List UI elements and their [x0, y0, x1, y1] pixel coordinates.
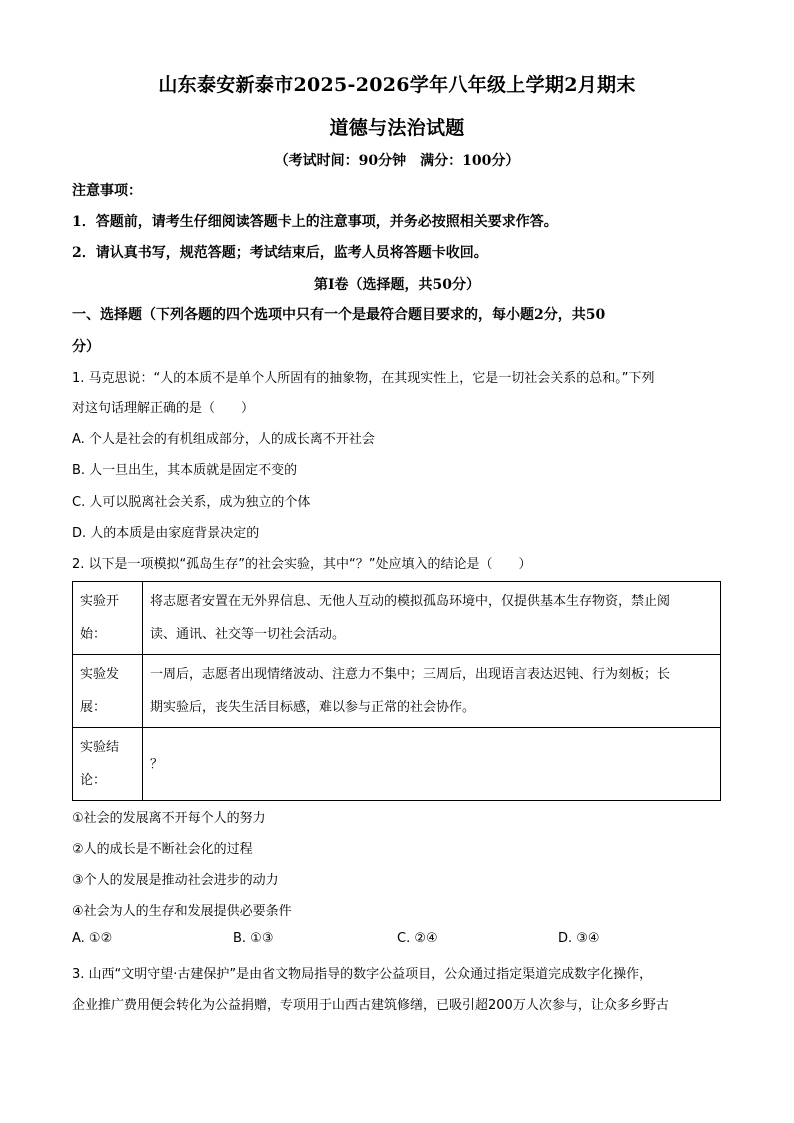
table-key-text: 始：: [80, 627, 107, 642]
q3-line2: 企业推广费用便会转化为公益捐赠，专项用于山西古建筑修缮，已吸引超200万人次参与，让众多乡野古: [72, 998, 669, 1013]
exam-title: 山东泰安新泰市2025-2026学年八年级上学期2月期末: [158, 74, 636, 96]
table-value-text: 读、通讯、社交等一切社会活动。: [150, 627, 346, 642]
q2-choice-b: B. ①③: [233, 931, 274, 946]
q2-statement-3: ③个人的发展是推动社会进步的动力: [72, 873, 279, 888]
exam-info: （考试时间：90分钟 满分：100分）: [274, 153, 520, 169]
table-key-text: 展：: [80, 700, 107, 715]
volume-heading: 第Ⅰ卷（选择题，共50分）: [313, 277, 481, 293]
q3-line1: 3. 山西“文明守望·古建保护”是由省文物局指导的数字公益项目，公众通过指定渠道完成数字化操作，: [72, 967, 653, 982]
q2-statement-4: ④社会为人的生存和发展提供必要条件: [72, 904, 292, 919]
notice-item-2: 2．请认真书写，规范答题；考试结束后，监考人员将答题卡收回。: [72, 245, 488, 261]
table-key-cell: [73, 728, 143, 801]
table-row: [73, 728, 721, 801]
table-value-cell: [143, 655, 721, 728]
q2-statement-1: ①社会的发展离不开每个人的努力: [72, 811, 266, 826]
q1-stem-line2: 对这句话理解正确的是（ ）: [72, 401, 255, 416]
q2-choice-a: A. ①②: [72, 931, 113, 946]
table-value-text: 期实验后，丧失生活目标感，难以参与正常的社会协作。: [150, 700, 476, 715]
q2-choices: [72, 931, 732, 951]
table-row: [73, 582, 721, 655]
part-heading-line1: 一、选择题（下列各题的四个选项中只有一个是最符合题目要求的，每小题2分，共50: [72, 307, 606, 323]
q2-statement-2: ②人的成长是不断社会化的过程: [72, 842, 253, 857]
q2-choice-d: D. ③④: [558, 931, 600, 946]
q1-option-d: D. 人的本质是由家庭背景决定的: [72, 526, 260, 541]
table-row: [73, 655, 721, 728]
notice-heading: 注意事项：: [72, 183, 142, 199]
table-key-cell: [73, 582, 143, 655]
table-key-cell: [73, 655, 143, 728]
exam-subject: 道德与法治试题: [329, 117, 465, 139]
q2-choice-c: C. ②④: [397, 931, 438, 946]
part-heading-line2: 分）: [72, 339, 100, 355]
q1-option-a: A. 个人是社会的有机组成部分，人的成长离不开社会: [72, 432, 375, 447]
table-key-text: 实验发: [80, 667, 120, 682]
table-value-text: ？: [150, 756, 164, 772]
q1-stem-line1: 1. 马克思说：“人的本质不是单个人所固有的抽象物，在其现实性上，它是一切社会关系的总和。”下列: [72, 371, 655, 386]
table-value-cell: [143, 728, 721, 801]
table-value-text: 将志愿者安置在无外界信息、无他人互动的模拟孤岛环境中，仅提供基本生存物资，禁止阅: [150, 594, 671, 609]
q1-option-b: B. 人一旦出生，其本质就是固定不变的: [72, 463, 298, 478]
table-key-text: 实验结: [80, 740, 120, 755]
q1-option-c: C. 人可以脱离社会关系，成为独立的个体: [72, 495, 311, 510]
table-value-cell: [143, 582, 721, 655]
q2-stem: 2. 以下是一项模拟“孤岛生存”的社会实验，其中“？”处应填入的结论是（ ）: [72, 557, 532, 572]
table-key-text: 论：: [80, 773, 107, 788]
table-value-text: 一周后，志愿者出现情绪波动、注意力不集中；三周后，出现语言表达迟钝、行为刻板；长: [150, 667, 671, 682]
experiment-table: [72, 581, 721, 801]
table-key-text: 实验开: [80, 594, 120, 609]
notice-item-1: 1．答题前，请考生仔细阅读答题卡上的注意事项，并务必按照相关要求作答。: [72, 214, 558, 230]
